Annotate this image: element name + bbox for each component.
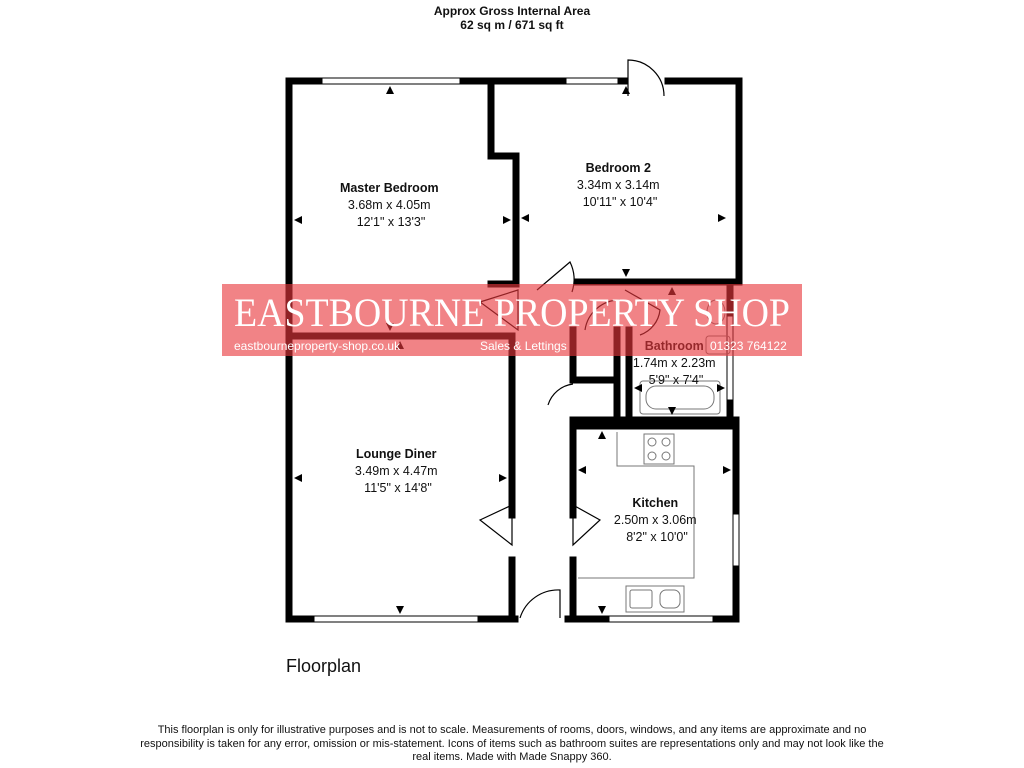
hob-icon — [644, 434, 674, 464]
floorplan-label: Floorplan — [286, 656, 362, 676]
bathroom-metric: 1.74m x 2.23m — [632, 356, 716, 370]
master-bedroom-metric: 3.68m x 4.05m — [347, 198, 431, 212]
master-bedroom-name: Master Bedroom — [339, 181, 439, 195]
svg-text:Master Bedroom 3.68m x 4.0 — [340, 181, 442, 229]
bedroom2-name: Bedroom 2 — [585, 161, 651, 175]
lounge-name: Lounge Diner — [355, 447, 437, 461]
agent-watermark — [222, 284, 802, 356]
kitchen-metric: 2.50m x 3.06m — [613, 513, 697, 527]
lounge-metric: 3.49m x 4.47m — [354, 464, 438, 478]
watermark-phone: 01323 764122 — [710, 339, 787, 353]
bathroom-imperial: 5'9" x 7'4" — [648, 373, 704, 387]
kitchen-imperial: 8'2" x 10'0" — [626, 530, 688, 544]
bedroom2-metric: 3.34m x 3.14m — [576, 178, 660, 192]
watermark-services: Sales & Lettings — [480, 339, 567, 353]
bedroom2-imperial: 10'11" x 10'4" — [582, 195, 658, 209]
watermark-website: eastbourneproperty-shop.co.uk — [234, 339, 401, 353]
svg-text:Kitchen 2.50m x 3.06m — [614, 496, 700, 544]
disclaimer-text: This floorplan is only for illustrative purposes and is not to scale. Measurements of rooms, doors, windows, and any items are approximate and no responsibility is taken for any error, omission or mis-statement. Icons of items such as bathroom suites are representations only and may not look like the real items. Made with Made Snappy 360. — [140, 724, 884, 763]
master-bedroom-imperial: 12'1" x 13'3" — [356, 215, 426, 229]
lounge-imperial: 11'5" x 14'8" — [364, 481, 432, 495]
area-size: 62 sq m / 671 sq ft — [460, 18, 564, 32]
svg-text:Bedroom 2 3.34m x 3.14m — [577, 161, 663, 209]
area-title: Approx Gross Internal Area — [433, 4, 591, 18]
kitchen-name: Kitchen — [632, 496, 679, 510]
watermark-title: EASTBOURNE PROPERTY SHOP — [234, 290, 790, 335]
svg-text:Lounge Diner 3.49m x 4.47m — [355, 447, 441, 495]
